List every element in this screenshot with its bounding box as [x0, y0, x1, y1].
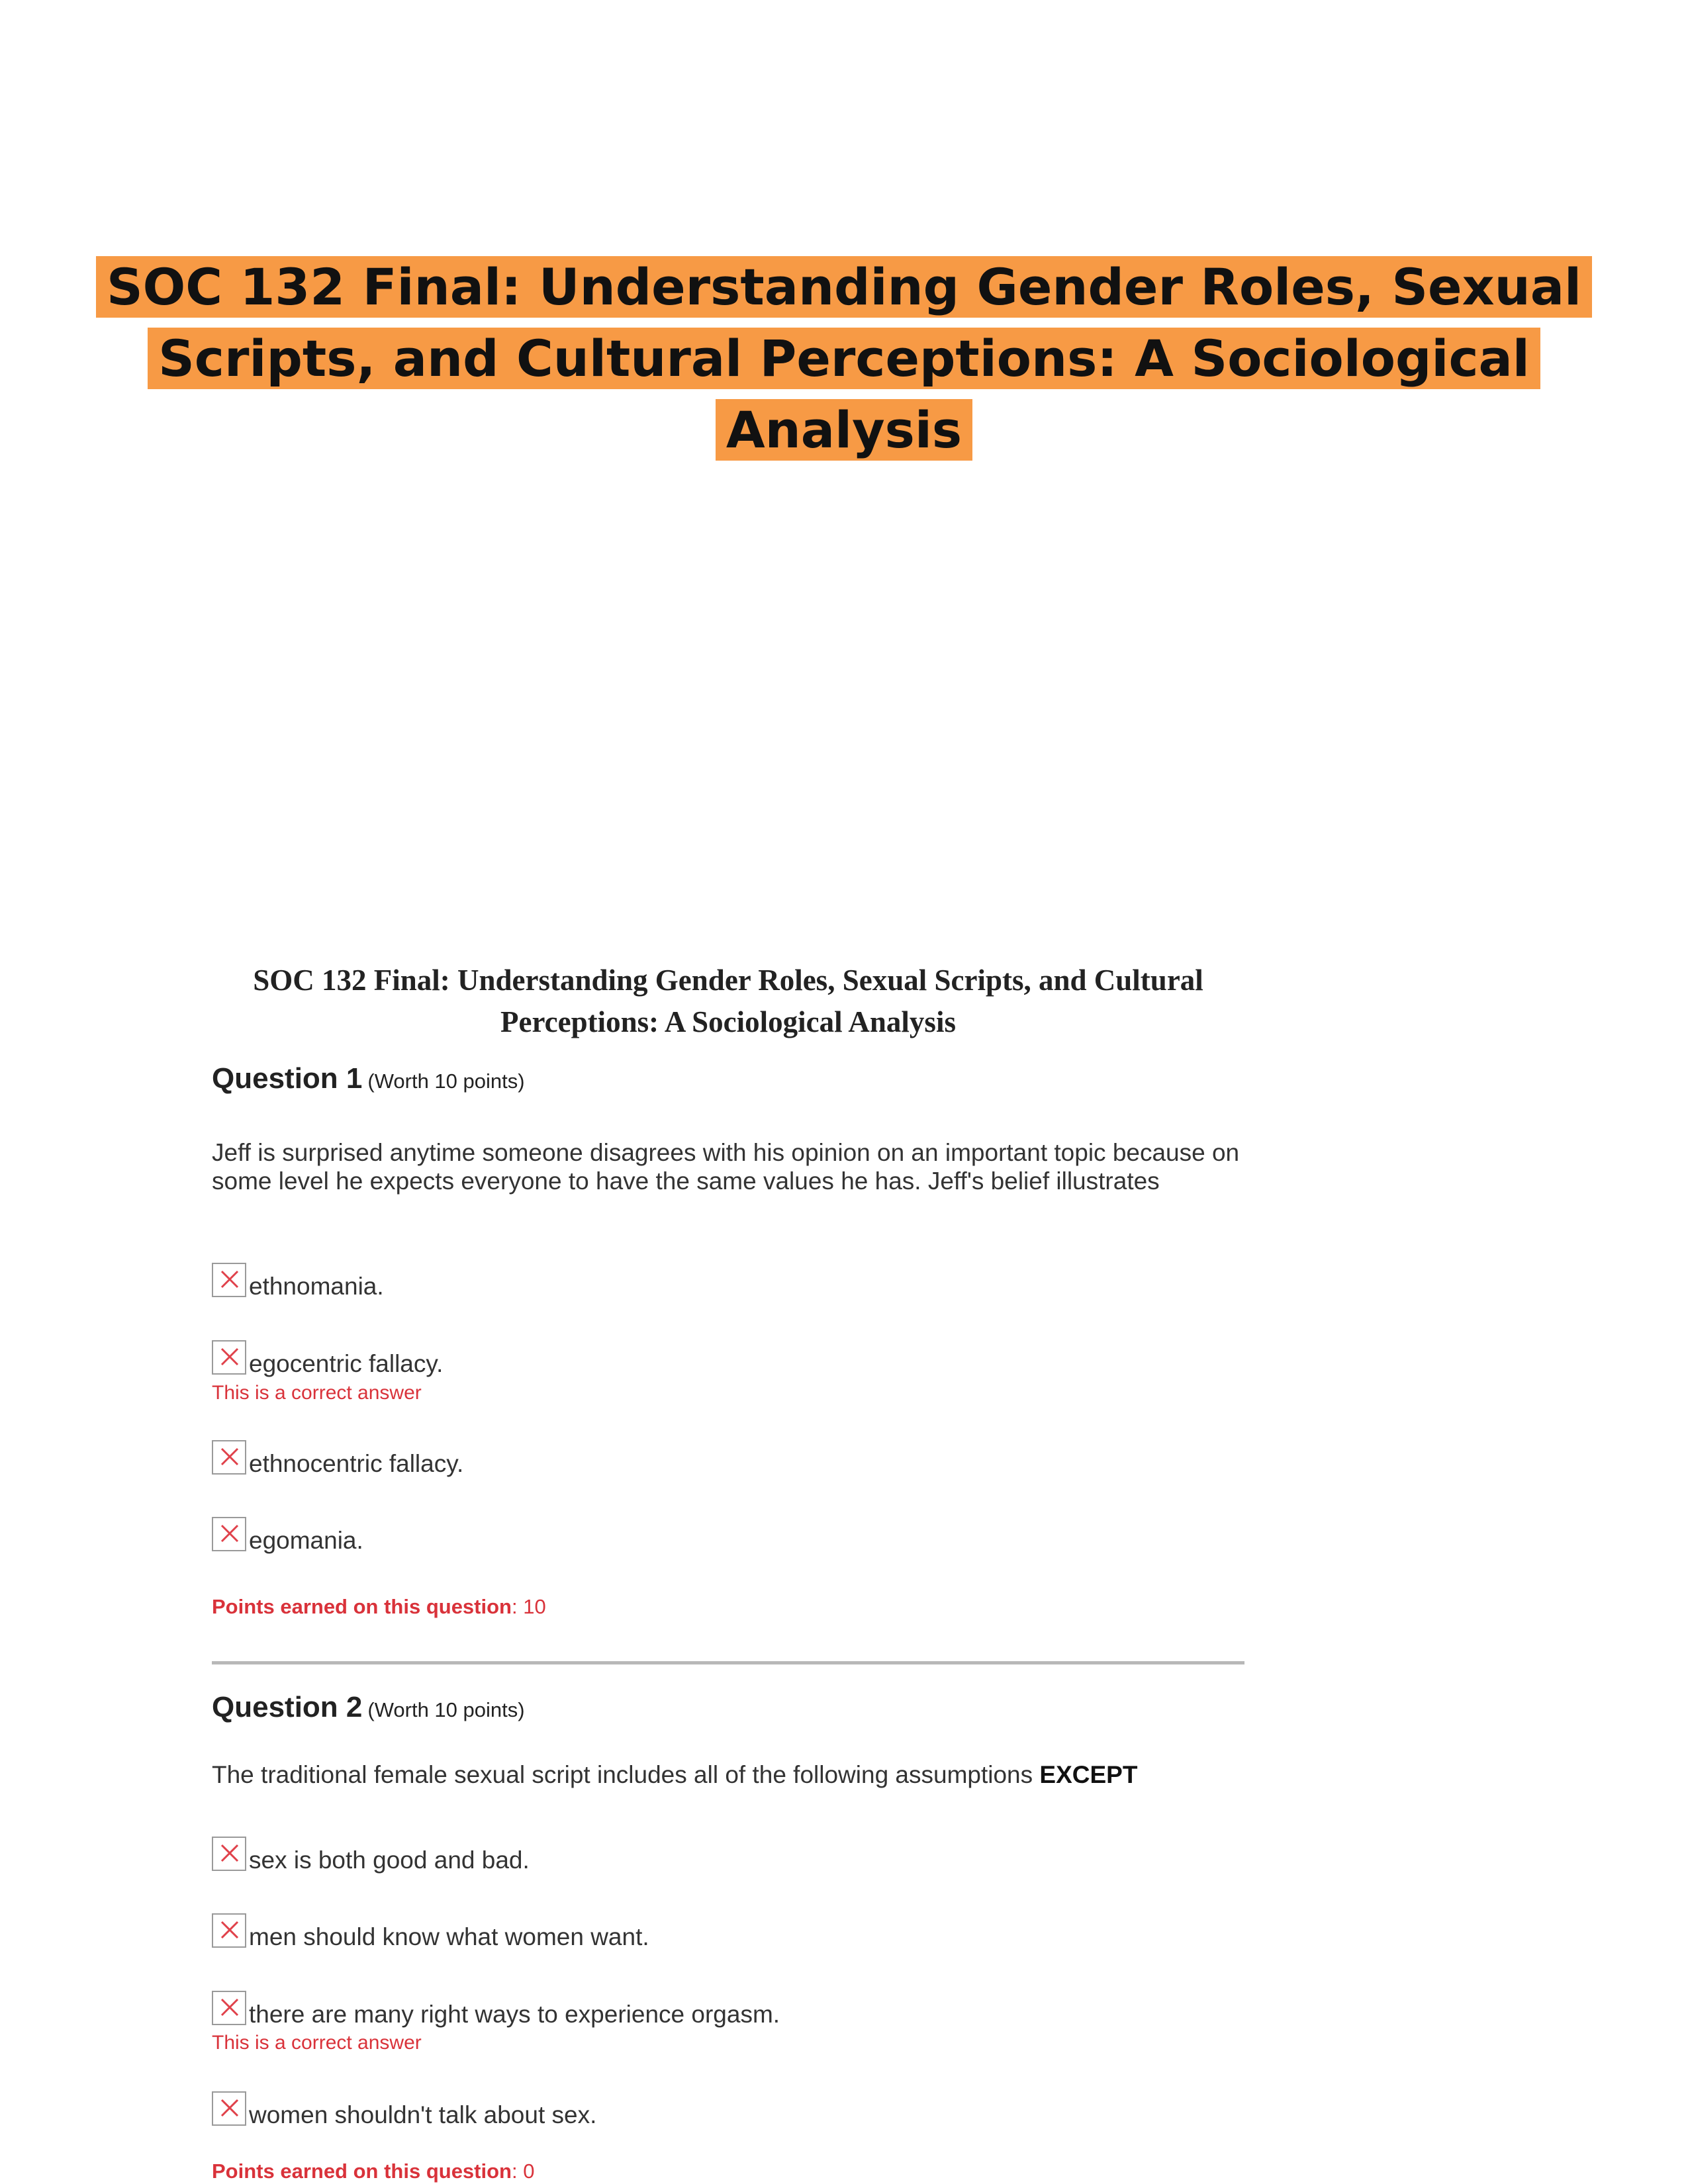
option-label: egocentric fallacy.: [249, 1350, 444, 1377]
points-value: : 10: [511, 1595, 546, 1618]
question-1-worth: (Worth 10 points): [367, 1069, 525, 1093]
question-2-option-3[interactable]: [212, 1985, 780, 2028]
question-1-correct-note: This is a correct answer: [212, 1382, 422, 1404]
question-2-option-1[interactable]: [212, 1831, 530, 1874]
document-title-line-2: Perceptions: A Sociological Analysis: [500, 1005, 956, 1038]
option-label: there are many right ways to experience orgasm.: [249, 2001, 780, 2028]
points-value: : 0: [511, 2160, 535, 2183]
broken-image-x-icon: [212, 1517, 246, 1551]
option-label: sex is both good and bad.: [249, 1846, 530, 1874]
option-label: women shouldn't talk about sex.: [249, 2101, 597, 2128]
document-title-line-1: SOC 132 Final: Understanding Gender Roles, Sexual Scripts, and Cultural: [253, 964, 1203, 997]
option-label: egomania.: [249, 1527, 363, 1554]
question-divider: [212, 1661, 1244, 1664]
question-2-option-4[interactable]: [212, 2086, 596, 2126]
broken-image-x-icon: [212, 2091, 246, 2126]
question-1-option-2[interactable]: [212, 1335, 443, 1375]
question-2-title: Question 2: [212, 1691, 363, 1723]
quiz-screenshot: [199, 940, 1271, 2184]
broken-image-x-icon: [212, 1913, 246, 1948]
banner-title-line-2: Scripts, and Cultural Perceptions: A Sociological: [148, 328, 1540, 389]
question-2-correct-note: This is a correct answer: [212, 2032, 422, 2054]
question-2-points: [212, 2160, 534, 2183]
option-label: ethnomania.: [249, 1273, 384, 1300]
question-1-header: [212, 1062, 525, 1095]
question-2-text: [212, 1760, 1244, 1789]
question-2-text-body: The traditional female sexual script includes all of the following assumptions: [212, 1761, 1033, 1788]
question-1-option-3[interactable]: [212, 1435, 463, 1475]
points-label: Points earned on this question: [212, 2160, 512, 2183]
points-label: Points earned on this question: [212, 1595, 512, 1618]
question-2-worth: (Worth 10 points): [367, 1698, 525, 1721]
broken-image-x-icon: [212, 1991, 246, 2025]
question-1-option-4[interactable]: [212, 1512, 363, 1554]
broken-image-x-icon: [212, 1440, 246, 1475]
question-1-text: Jeff is surprised anytime someone disagrees with his opinion on an important topic because on some level he expects everyone to have the same values he has. Jeff's belief illustrates: [212, 1139, 1240, 1195]
question-2-option-2[interactable]: [212, 1908, 649, 1948]
banner-title-line-1: SOC 132 Final: Understanding Gender Roles, Sexual: [96, 256, 1592, 318]
banner-title: [0, 251, 1688, 466]
question-2-header: [212, 1691, 525, 1724]
question-2-text-emphasis: EXCEPT: [1039, 1761, 1138, 1788]
document-title: [199, 960, 1258, 1043]
option-label: men should know what women want.: [249, 1923, 649, 1950]
question-1-title: Question 1: [212, 1062, 363, 1095]
question-1-option-1[interactable]: [212, 1257, 384, 1300]
question-1-points: [212, 1595, 546, 1619]
option-label: ethnocentric fallacy.: [249, 1450, 464, 1477]
banner-title-line-3: Analysis: [716, 399, 972, 461]
broken-image-x-icon: [212, 1340, 246, 1375]
broken-image-x-icon: [212, 1263, 246, 1297]
broken-image-x-icon: [212, 1837, 246, 1871]
